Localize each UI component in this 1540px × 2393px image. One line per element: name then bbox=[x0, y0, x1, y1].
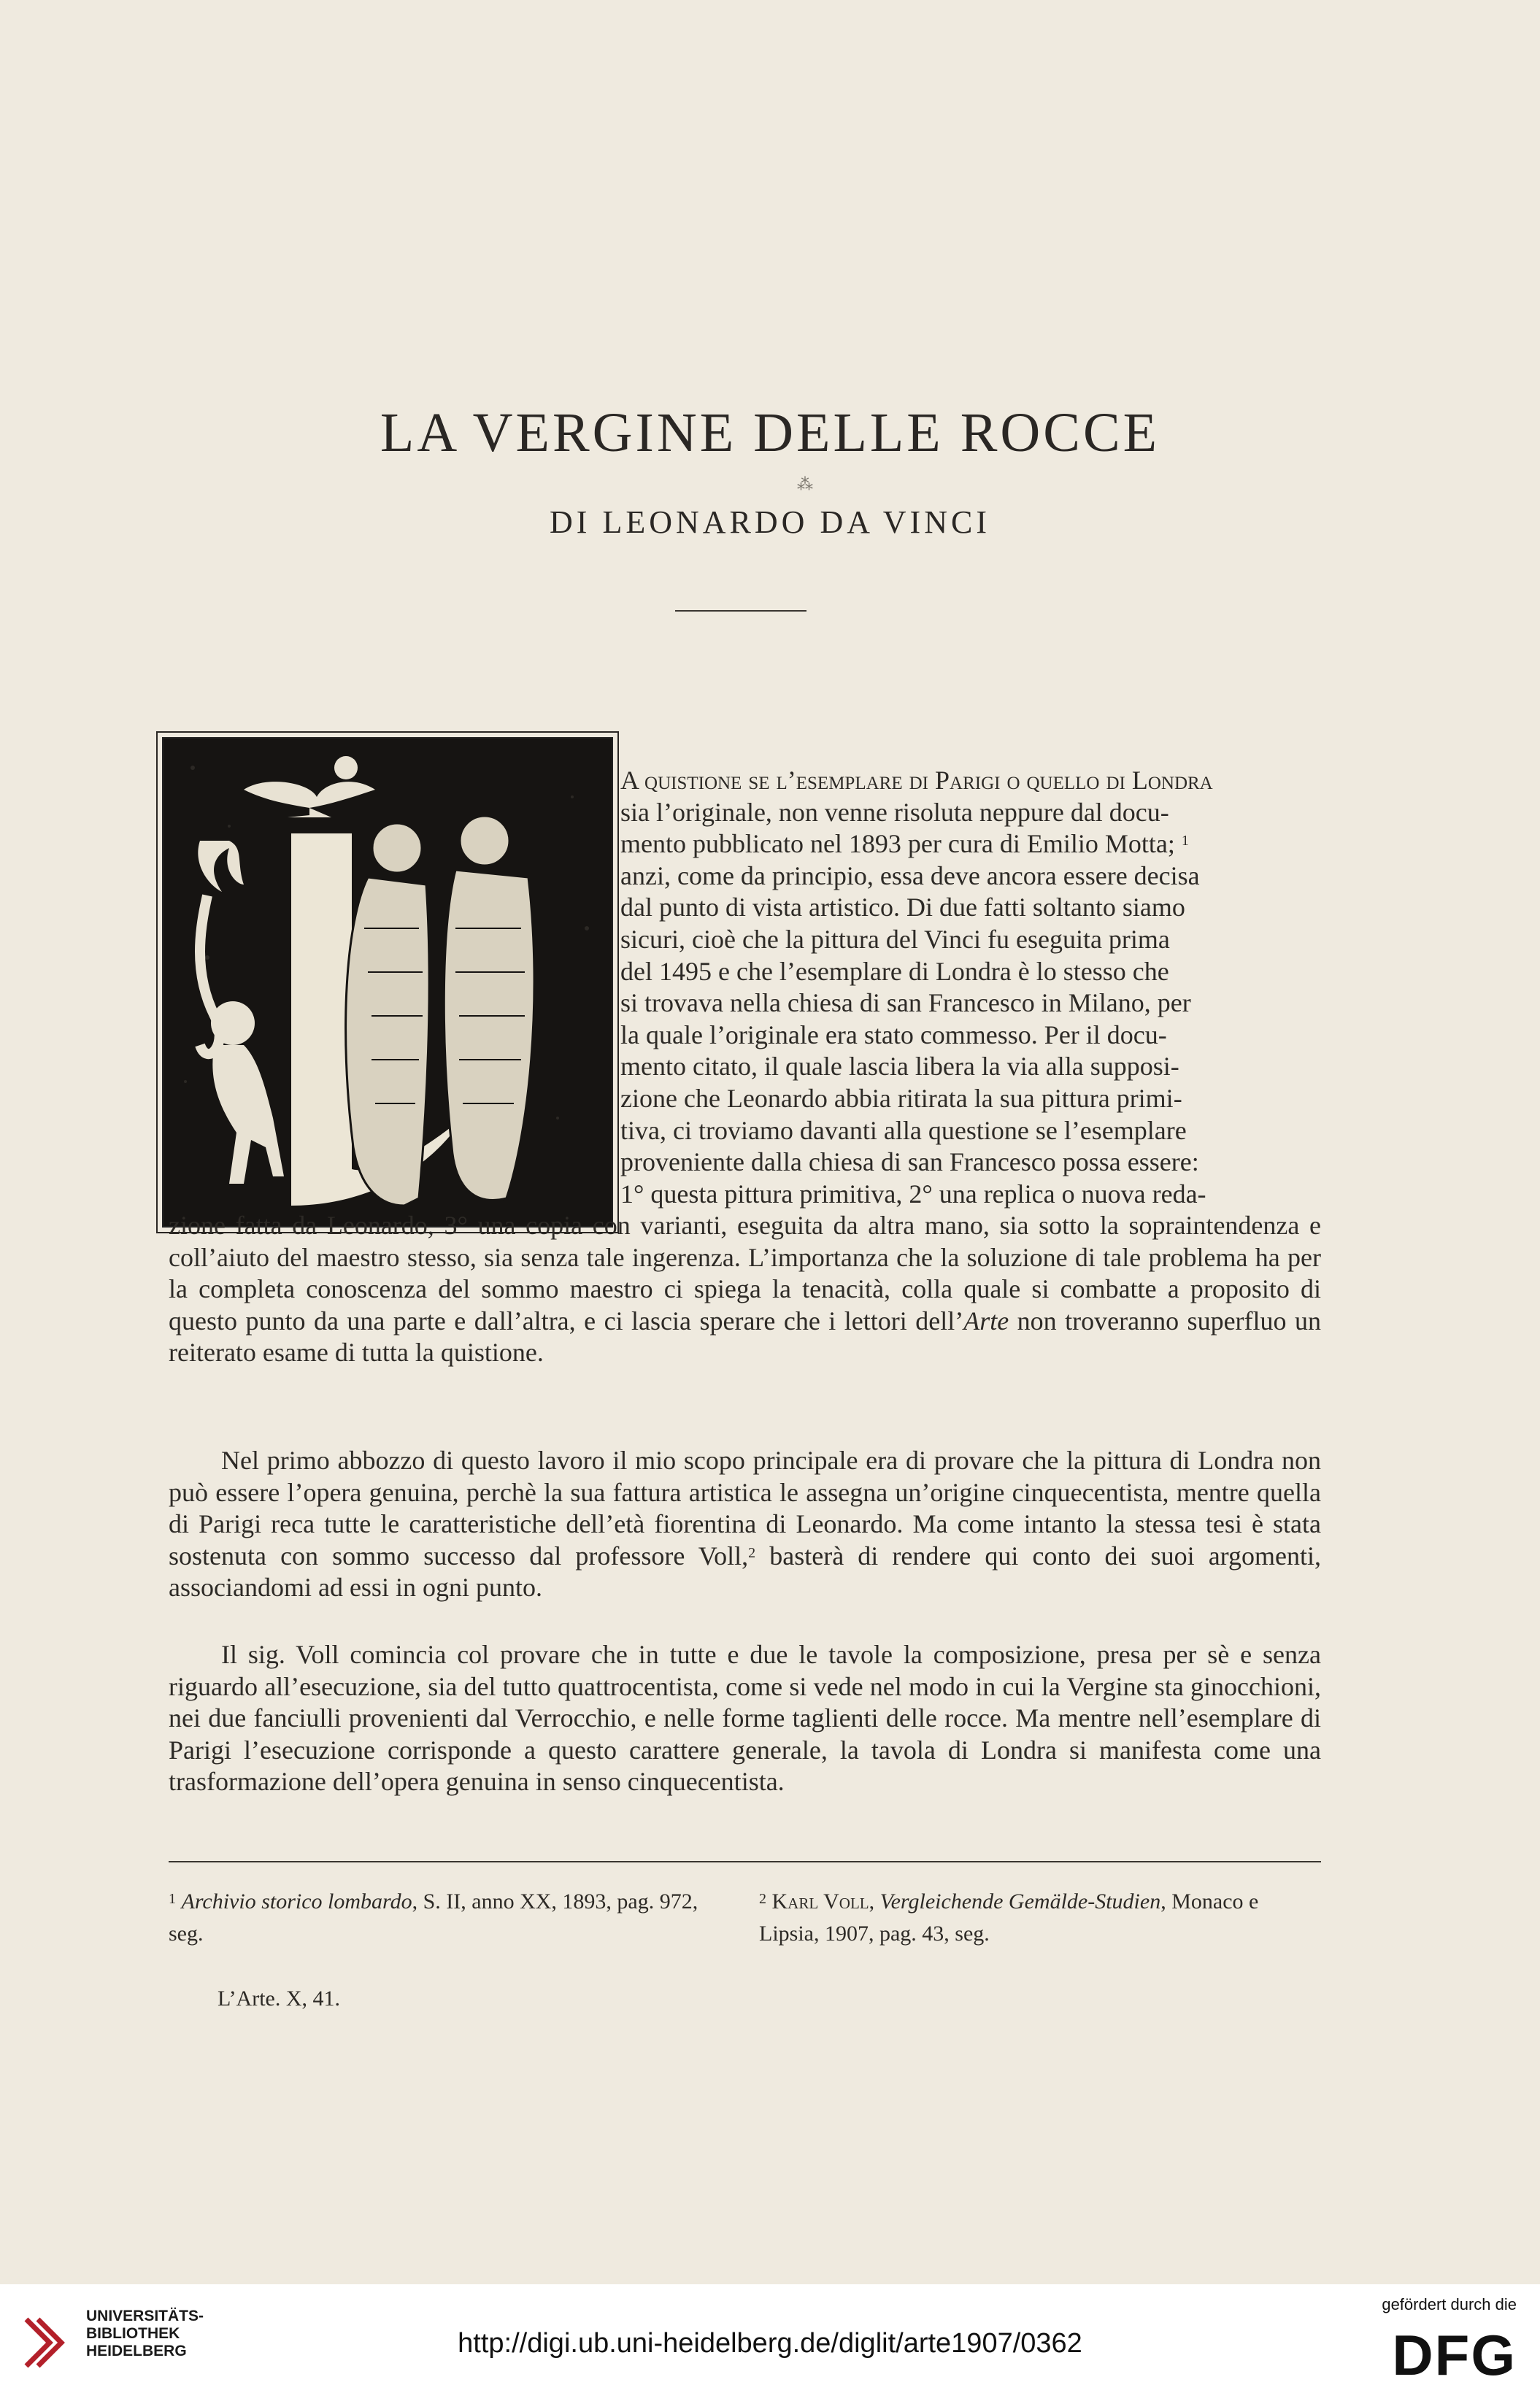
funding-note: gefördert durch die bbox=[1382, 2295, 1517, 2313]
signature-mark: L’Arte. X, 41. bbox=[217, 1987, 341, 2011]
p1-line-1: A quistione se l’esemplare di Parigi o quello di Londra bbox=[620, 766, 1213, 795]
page-subtitle: DI LEONARDO DA VINCI bbox=[550, 504, 990, 540]
dfg-logo[interactable]: DFG bbox=[1392, 2323, 1517, 2387]
paragraph-3: Il sig. Voll comincia col provare che in tutte e due le tavole la composizione, presa per sè e senza riguardo all’esecuzione, sia del tutto quattrocentista, come si vede nel modo in cui la Vergine sta ginocchioni, nei due fanciulli provenienti dal Verrocchio, e nelle forme taglienti delle rocce. Ma mentre nell’esemplare di Parigi l’esecuzione corrisponde a questo carattere generale, la tavola di Londra si manifesta come una trasformazione dell’opera genuina in senso cinquecentista. bbox=[169, 1640, 1321, 1797]
decorated-initial bbox=[162, 737, 613, 1228]
p1-line-11: zione che Leonardo abbia ritirata la sua pittura primi- bbox=[620, 1083, 1182, 1113]
p1-line-3: mento pubblicato nel 1893 per cura di Emilio Motta; $^1$ bbox=[620, 829, 1189, 859]
p1-line-8: si trovava nella chiesa di san Francesco in Milano, per bbox=[620, 988, 1191, 1018]
title-divider bbox=[675, 610, 806, 612]
p1-line-12: tiva, ci troviamo davanti alla questione se l’esemplare bbox=[620, 1115, 1187, 1145]
source-url-link[interactable]: http://digi.ub.uni-heidelberg.de/diglit/arte1907/0362 bbox=[458, 2328, 1082, 2359]
footnote-ref-2[interactable]: 2 bbox=[748, 1544, 756, 1561]
p1-line-10: mento citato, il quale lascia libera la via alla supposi- bbox=[620, 1052, 1179, 1082]
footnote-ref-1[interactable]: 1 bbox=[1181, 833, 1189, 849]
footnote-1: $^1$ Archivio storico lombardo, S. II, anno XX, 1893, pag. 972, seg. bbox=[169, 1889, 698, 1946]
p1-line-2: sia l’originale, non venne risoluta neppure dal docu- bbox=[620, 797, 1169, 827]
p1-line-5: dal punto di vista artistico. Di due fatti soltanto siamo bbox=[620, 893, 1185, 922]
p1-line-4: anzi, come da principio, essa deve ancora essere decisa bbox=[620, 860, 1200, 890]
footnote-2: $^2$ Karl Voll, Vergleichende Gemälde-Studien, Monaco e Lipsia, 1907, pag. 43, seg. bbox=[759, 1889, 1259, 1946]
p1-line-6: sicuri, cioè che la pittura del Vinci fu eseguita prima bbox=[620, 924, 1170, 954]
paragraph-1-continued: zione fatta da Leonardo, 3° una copia con varianti, eseguita da altra mano, sia sotto la sopraintendenza e coll’aiuto del maestro stesso, sia senza tale ingerenza. L’importanza che la soluzione di tale problema ha per la completa conoscenza del sommo maestro ci spiega la tenacità, colla quale si combatte a proposito di questo punto da una parte e dall’altra, e ci lascia sperare che i lettori dell’Arte non troveranno superfluo un reiterato esame di tutta la quistione. bbox=[169, 1211, 1321, 1368]
p1-line-14: 1° questa pittura primitiva, 2° una replica o nuova reda- bbox=[620, 1179, 1206, 1209]
p1-line-13: proveniente dalla chiesa di san Francesco possa essere: bbox=[620, 1147, 1199, 1177]
paragraph-1-wrapped bbox=[620, 765, 1321, 1210]
page-title: LA VERGINE DELLE ROCCE bbox=[380, 402, 1160, 463]
footnote-divider bbox=[169, 1861, 1321, 1862]
paragraph-2: Nel primo abbozzo di questo lavoro il mio scopo principale era di provare che la pittura di Londra non può essere l’opera genuina, perchè la sua fattura artistica le assegna un’origine cinquecentista, mentre quella di Parigi reca tutte le caratteristiche dell’età fiorentina di Leonardo. Ma come intanto la stessa tesi è stata sostenuta con sommo successo dal professore Voll,$^2$ basterà di rendere qui conto dei suoi argomenti, associandomi ad essi in ogni punto. bbox=[169, 1446, 1322, 1603]
journal-name: Arte bbox=[963, 1306, 1009, 1336]
initial-illustration bbox=[163, 739, 612, 1226]
p1-line-9: la quale l’originale era stato commesso. Per il docu- bbox=[620, 1020, 1167, 1049]
title-ornament: ⁂ bbox=[797, 476, 813, 494]
p1-line-7: del 1495 e che l’esemplare di Londra è lo stesso che bbox=[620, 956, 1169, 986]
library-name[interactable]: UNIVERSITÄTS- BIBLIOTHEK HEIDELBERG bbox=[86, 2308, 204, 2359]
